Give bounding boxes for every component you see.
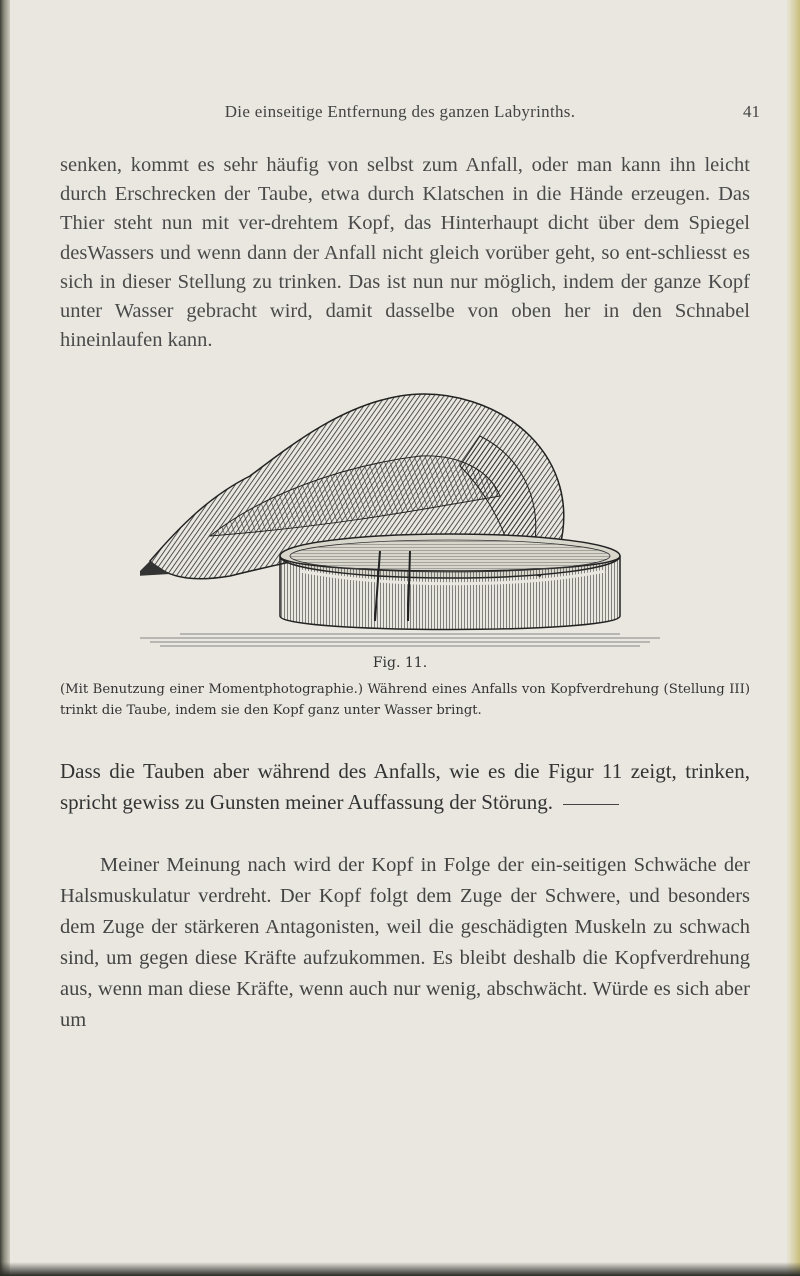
dash-rule (563, 804, 619, 805)
figure-11-illustration (140, 376, 660, 656)
ground-shadow (140, 634, 660, 646)
figure-caption: (Mit Benutzung einer Momentphotographie.) Während eines Anfalls von Kopfverdrehung (Stellung III) trinkt die Taube, indem sie den Kopf ganz unter Wasser bringt. (60, 682, 750, 718)
page-header (40, 102, 760, 132)
running-head: Die einseitige Entfernung des ganzen Labyrinths. (224, 102, 576, 121)
page-left-edge-shadow (0, 0, 10, 1276)
page-number: 41 (743, 102, 760, 121)
paragraph-2 (60, 756, 750, 818)
paragraph-2-text: Dass die Tauben aber während des Anfalls, wie es die Figur 11 zeigt, trinken, spricht gewiss zu Gunsten meiner Auffassung der Störung. (60, 759, 750, 814)
page-right-edge (786, 0, 800, 1276)
pigeon-drinking-icon (140, 376, 660, 656)
page-bottom-edge-shadow (0, 1262, 800, 1276)
figure-label: Fig. 11. (372, 655, 428, 671)
paragraph-3: Meiner Meinung nach wird der Kopf in Folge der ein-seitigen Schwäche der Halsmuskulatur verdreht. Der Kopf folgt dem Zuge der Schwere, und besonders dem Zuge der stärkeren Antagonisten, weil die geschädigten Muskeln zu schwach sind, um gegen diese Kräfte aufzukommen. Es bleibt deshalb die Kopfverdrehung aus, wenn man diese Kräfte, wenn auch nur wenig, abschwächt. Würde es sich aber um (60, 854, 750, 1031)
water-bowl (280, 534, 620, 630)
paragraph-1: senken, kommt es sehr häufig von selbst zum Anfall, oder man kann ihn leicht durch Erschrecken der Taube, etwa durch Klatschen in die Hände erzeugen. Das Thier steht nun mit ver-drehtem Kopf, das Hinterhaupt dicht über dem Spiegel desWassers und wenn dann der Anfall nicht gleich vorüber geht, so ent-schliesst es sich in dieser Stellung zu trinken. Das ist nun nur möglich, indem der ganze Kopf unter Wasser gebracht wird, damit dasselbe von oben her in den Schnabel hineinlaufen kann. (60, 154, 750, 352)
